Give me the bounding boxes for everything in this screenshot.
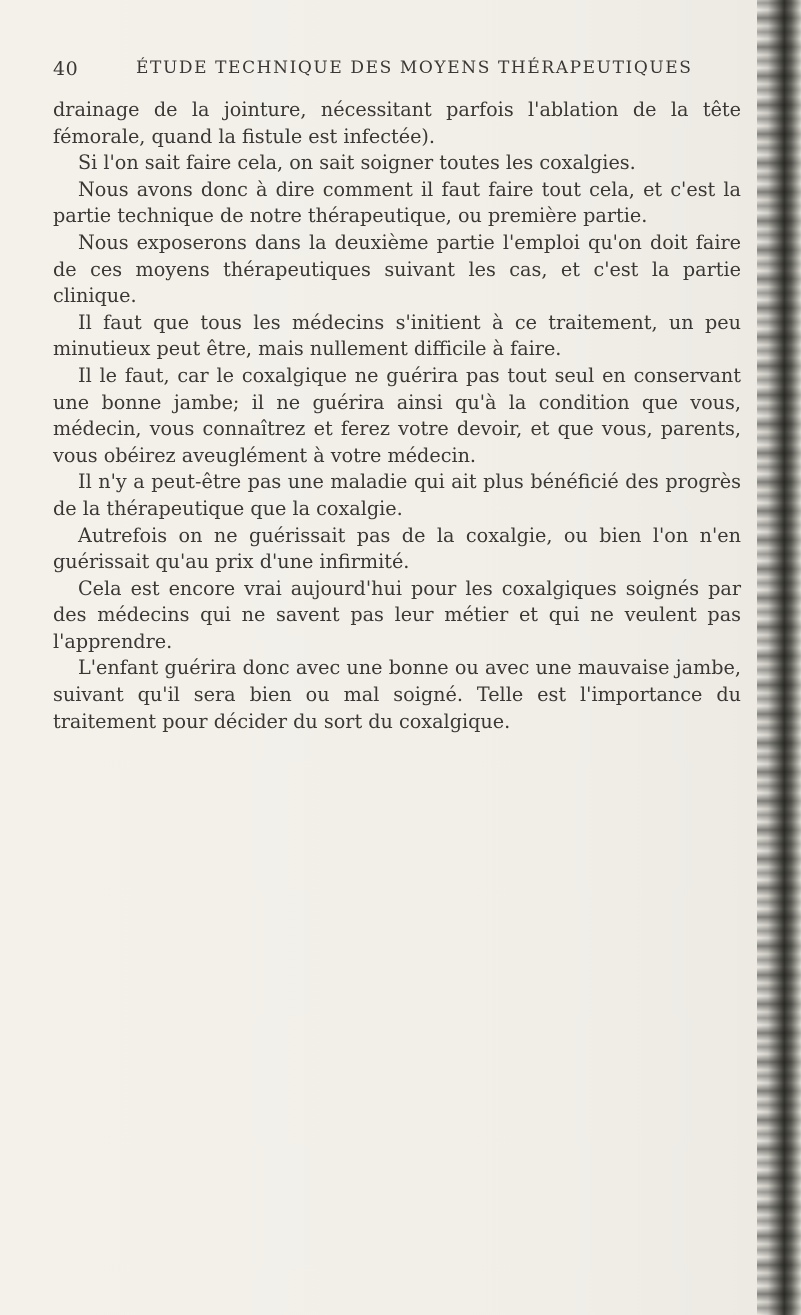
body-text <box>53 97 741 735</box>
paragraph: L'enfant guérira donc avec une bonne ou avec une mauvaise jambe, suivant qu'il sera bien ou mal soigné. Telle est l'importance du traitement pour décider du sort du coxalgique. <box>53 656 741 733</box>
paragraph: Nous exposerons dans la deuxième partie l'emploi qu'on doit faire de ces moyens thérapeutiques suivant les cas, et c'est la partie clinique. <box>53 230 741 308</box>
paragraph: Il le faut, car le coxalgique ne guérira pas tout seul en conservant une bonne jambe; il ne guérira ainsi qu'à la condition que vous, médecin, vous connaîtrez et ferez votre devoir, et que vous, parents, vous obéirez aveuglément à votre médecin. <box>53 363 741 467</box>
paragraph: Il faut que tous les médecins s'initient à ce traitement, un peu minutieux peut être, mais nullement difficile à faire. <box>53 310 741 361</box>
running-head <box>53 58 743 88</box>
paragraph: drainage de la jointure, nécessitant parfois l'ablation de la tête fémorale, quand la fistule est infectée). <box>53 98 741 148</box>
paragraph: Nous avons donc à dire comment il faut faire tout cela, et c'est la partie technique de notre thérapeutique, ou première partie. <box>53 177 741 228</box>
page-binding-edge <box>757 0 801 1315</box>
paragraph: Il n'y a peut-être pas une maladie qui ait plus bénéficié des progrès de la thérapeutique que la coxalgie. <box>53 470 741 520</box>
paragraph: Cela est encore vrai aujourd'hui pour les coxalgiques soignés par des médecins qui ne savent pas leur métier et qui ne veulent pas l'apprendre. <box>53 576 741 653</box>
paragraph: Autrefois on ne guérissait pas de la coxalgie, ou bien l'on n'en guérissait qu'au prix d'une infirmité. <box>53 523 741 574</box>
header-title: ÉTUDE TECHNIQUE DES MOYENS THÉRAPEUTIQUES <box>136 58 693 78</box>
page-number: 40 <box>53 58 79 80</box>
paragraph: Si l'on sait faire cela, on sait soigner toutes les coxalgies. <box>78 151 636 175</box>
